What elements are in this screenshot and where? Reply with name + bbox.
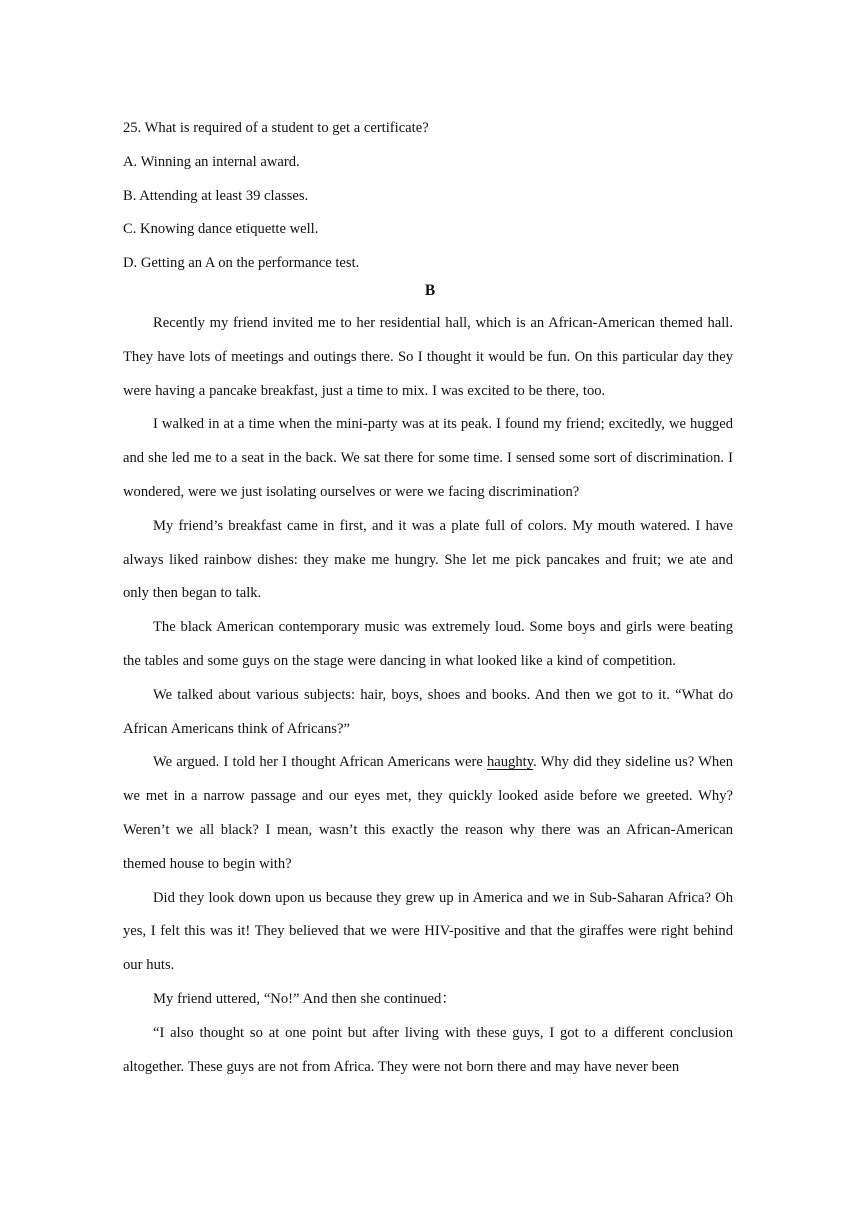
paragraph-7: Did they look down upon us because they grew up in America and we in Sub-Saharan Africa? Oh yes, I felt this was it! They believed that we were HIV-positive and that the giraffes were right behind our huts. (123, 889, 733, 974)
question-25 (123, 112, 743, 281)
paragraph-9: “I also thought so at one point but after living with these guys, I got to a different conclusion altogether. These guys are not from Africa. They were not born there and may have never been (123, 1024, 733, 1075)
option-d: D. Getting an A on the performance test. (123, 255, 360, 272)
question-stem: 25. What is required of a student to get a certificate? (123, 120, 429, 136)
paragraph-4: The black American contemporary music was extremely loud. Some boys and girls were beating the tables and some guys on the stage were dancing in what looked like a kind of competition. (123, 619, 733, 669)
paragraph-2: I walked in at a time when the mini-party was at its peak. I found my friend; excitedly, we hugged and she led me to a seat in the back. We sat there for some time. I sensed some sort of discrimination. I wondered, were we just isolating ourselves or were we facing discrimination? (123, 416, 733, 500)
passage-b (123, 307, 733, 1084)
paragraph-5: We talked about various subjects: hair, boys, shoes and books. And then we got to it. “What do African Americans think of Africans?” (123, 686, 733, 737)
paragraph-6-before: We argued. I told her I thought African Americans were (153, 754, 487, 771)
section-heading: B (424, 282, 436, 299)
underlined-word: haughty (486, 754, 534, 771)
option-b: B. Attending at least 39 classes. (123, 187, 309, 204)
paragraph-6-after: . Why did they sideline us? When we met in a narrow passage and our eyes met, they quickly looked aside before we greeted. Why? Weren’t we all black? I mean, wasn’t this exactly the reason why there was an African-American themed house to begin with? (123, 754, 733, 872)
option-c: C. Knowing dance etiquette well. (123, 221, 319, 238)
option-a: A. Winning an internal award. (123, 153, 300, 170)
paragraph-6 (123, 746, 733, 881)
paragraph-3: My friend’s breakfast came in first, and it was a plate full of colors. My mouth watered. I have always liked rainbow dishes: they make me hungry. She let me pick pancakes and fruit; we ate and only then began to talk. (123, 517, 733, 602)
paragraph-1: Recently my friend invited me to her residential hall, which is an African-American themed hall. They have lots of meetings and outings there. So I thought it would be fun. On this particular day they were having a pancake breakfast, just a time to mix. I was excited to be there, too. (123, 315, 733, 399)
paragraph-8: My friend uttered, “No!” And then she continued： (153, 990, 456, 1007)
